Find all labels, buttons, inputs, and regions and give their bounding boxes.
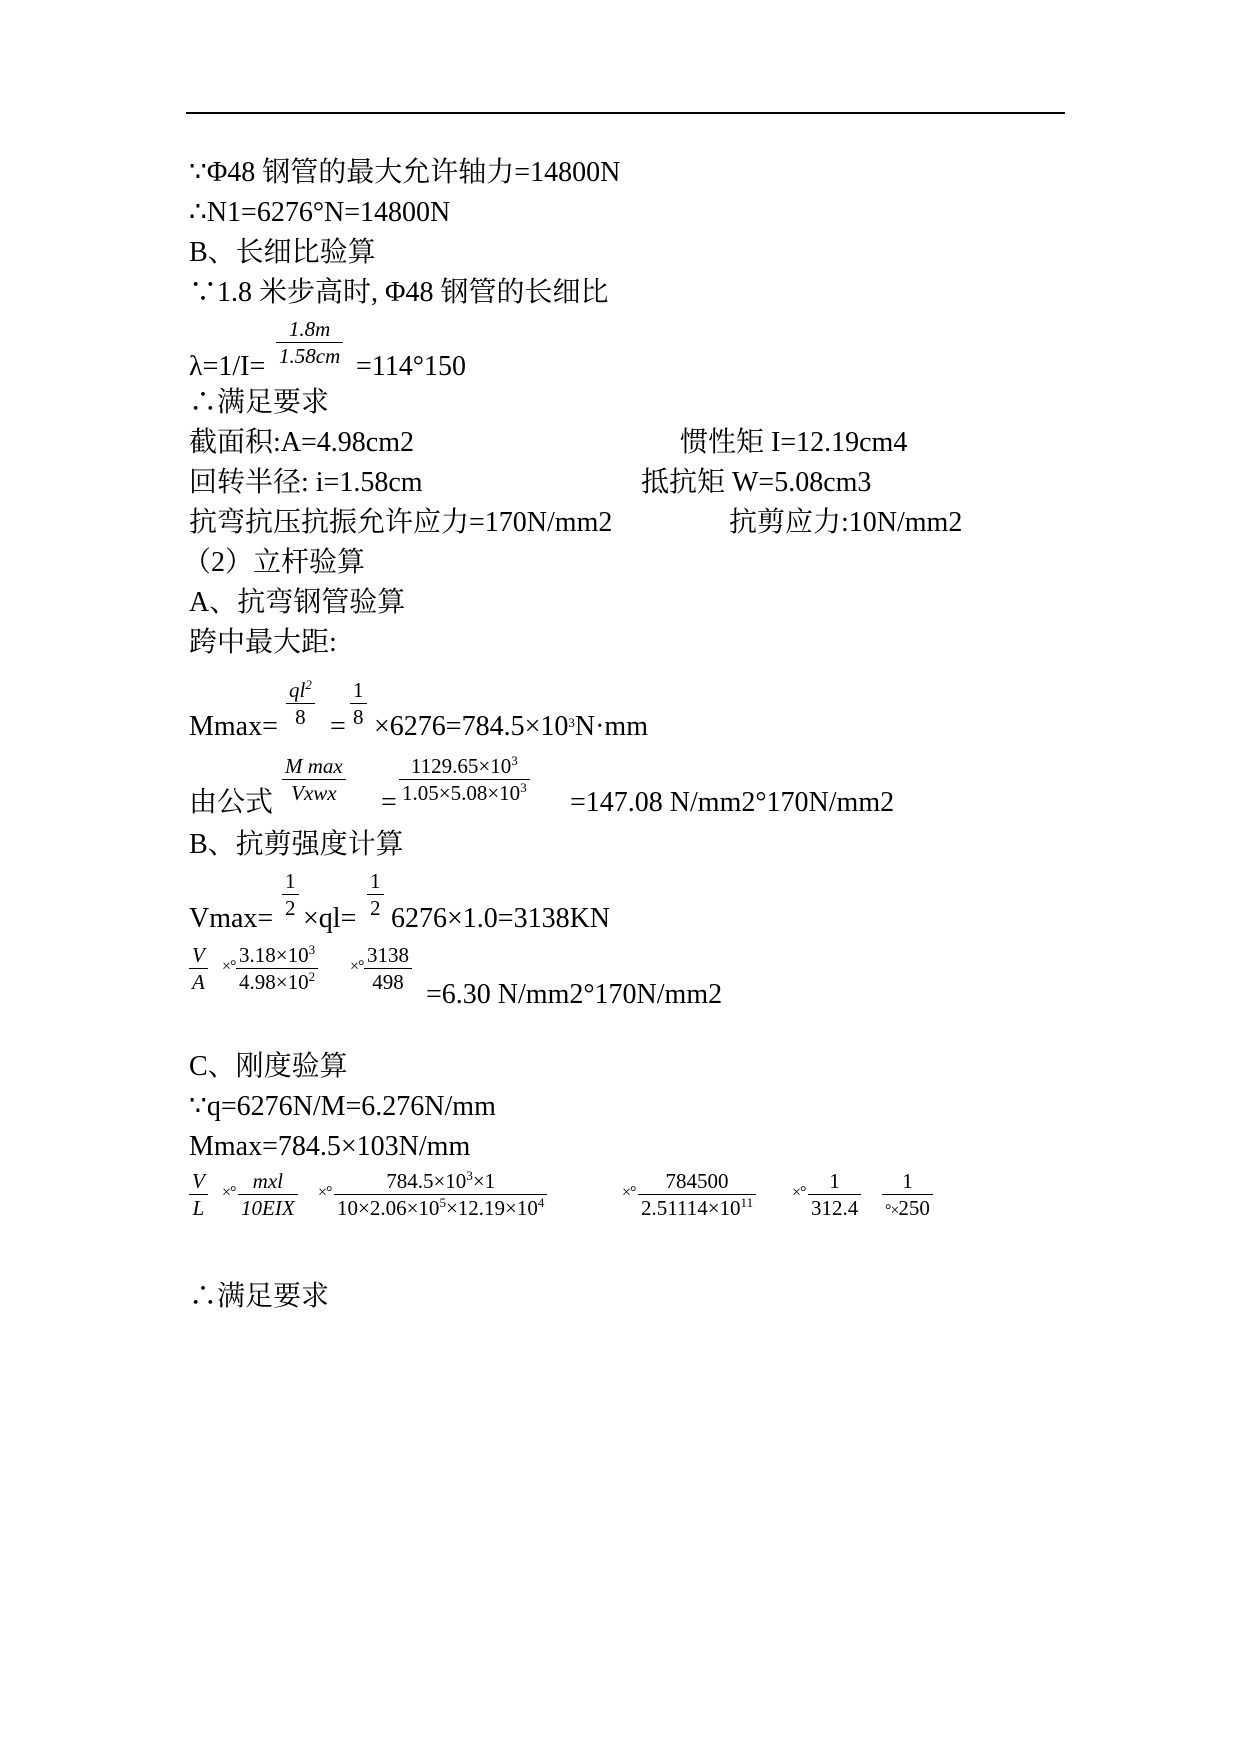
text-line: ∵q=6276N/M=6.276N/mm xyxy=(189,1091,496,1122)
fraction xyxy=(286,677,315,730)
denominator-text: 2.51114×10 xyxy=(641,1196,741,1220)
fraction-denominator xyxy=(882,1195,933,1224)
header-rule xyxy=(186,112,1065,114)
fraction-denominator: Vxwx xyxy=(291,781,337,805)
text-line: ∴满足要求 xyxy=(189,1281,330,1312)
fraction xyxy=(189,1168,208,1221)
math-symbol: °× xyxy=(885,1202,899,1219)
fraction-denominator xyxy=(236,969,318,995)
math-symbol: ×° xyxy=(622,1184,636,1201)
equation-lambda xyxy=(189,350,265,384)
section-heading: （2）立杆验算 xyxy=(183,547,366,578)
numerator-text: ×1 xyxy=(472,1169,496,1193)
fraction-denominator: 1.58cm xyxy=(279,344,341,368)
fraction-numerator xyxy=(334,1168,547,1195)
denominator-text: ×12.19×10 xyxy=(445,1196,538,1220)
superscript: 3 xyxy=(308,942,316,957)
text-line: ∵Φ48 钢管的最大允许轴力=14800N xyxy=(189,157,621,188)
fraction xyxy=(189,942,208,995)
fraction-numerator: 1 xyxy=(367,868,384,895)
fraction xyxy=(364,942,412,995)
math-symbol: ×° xyxy=(222,1184,236,1201)
superscript: 5 xyxy=(439,1195,446,1210)
equals: = xyxy=(330,711,346,742)
section-heading: A、抗弯钢管验算 xyxy=(189,587,406,618)
eq-rhs: 6276×1.0=3138KN xyxy=(391,903,611,934)
section-heading: C、刚度验算 xyxy=(189,1051,348,1082)
fraction-numerator: 1 xyxy=(808,1168,861,1195)
fraction xyxy=(282,868,299,921)
eq-lhs: λ=1/I= xyxy=(189,351,266,382)
text-line: 抗剪应力:10N/mm2 xyxy=(729,507,963,538)
fraction-numerator: 784500 xyxy=(638,1168,756,1195)
fraction xyxy=(282,753,346,806)
fraction xyxy=(238,1168,298,1221)
section-heading: B、抗剪强度计算 xyxy=(189,829,404,860)
eq-rhs: =114°150 xyxy=(356,351,466,382)
fraction-numerator xyxy=(286,677,315,704)
equation-vmax: Vmax= xyxy=(189,903,274,934)
fraction xyxy=(399,753,530,806)
fraction-numerator: mxl xyxy=(238,1168,298,1195)
superscript: 3 xyxy=(520,780,527,795)
fraction-numerator: 3138 xyxy=(364,942,412,969)
fraction xyxy=(334,1168,547,1221)
fraction xyxy=(638,1168,756,1221)
math-symbol: ×° xyxy=(350,958,364,975)
superscript: 3 xyxy=(466,1168,473,1183)
math-symbol: ×° xyxy=(222,958,236,975)
fraction-denominator xyxy=(399,780,530,806)
rhs-text: ×6276=784.5×10 xyxy=(374,711,569,742)
fraction-numerator: 1 xyxy=(282,868,299,895)
superscript: 2 xyxy=(308,969,316,984)
text-line: 跨中最大距: xyxy=(189,627,337,658)
denominator-text: 250 xyxy=(898,1196,930,1220)
fraction xyxy=(882,1168,933,1224)
equation-formula: 由公式 xyxy=(189,787,274,818)
fraction-denominator xyxy=(334,1195,547,1221)
math-symbol: ×° xyxy=(318,1184,332,1201)
fraction-denominator: 312.4 xyxy=(811,1196,859,1220)
fraction-numerator: 1.8m xyxy=(276,316,343,343)
fraction-denominator: A xyxy=(192,970,205,994)
fraction-denominator: 8 xyxy=(295,705,306,729)
section-heading: B、长细比验算 xyxy=(189,237,376,268)
equals: = xyxy=(381,787,397,818)
numerator-text: M max xyxy=(285,754,343,778)
numerator-text: 3.18×10 xyxy=(239,943,309,967)
fraction-numerator xyxy=(399,753,530,780)
superscript: 3 xyxy=(568,715,575,730)
superscript: 2 xyxy=(305,677,312,692)
fraction-denominator xyxy=(638,1195,756,1221)
numerator-text: ql xyxy=(289,678,306,702)
text-line: 惯性矩 I=12.19cm4 xyxy=(680,427,908,458)
text-line: Mmax=784.5×103N/mm xyxy=(189,1131,471,1162)
eq-rhs: =6.30 N/mm2°170N/mm2 xyxy=(426,979,723,1010)
numerator-text: 784.5×10 xyxy=(386,1169,467,1193)
superscript: 3 xyxy=(511,753,518,768)
text-line: 抗弯抗压抗振允许应力=170N/mm2 xyxy=(189,507,613,538)
eq-mid: ×ql= xyxy=(303,903,357,934)
denominator-text: 4.98×10 xyxy=(239,970,309,994)
text-line: 回转半径: i=1.58cm xyxy=(189,467,423,498)
fraction-numerator: 1 xyxy=(350,677,367,704)
fraction xyxy=(350,677,367,730)
fraction xyxy=(808,1168,861,1221)
eq-rhs: =147.08 N/mm2°170N/mm2 xyxy=(570,787,895,818)
text-line: 抵抗矩 W=5.08cm3 xyxy=(641,467,872,498)
fraction-denominator: L xyxy=(192,1196,205,1220)
rhs-unit: N·mm xyxy=(574,711,648,742)
math-symbol: ×° xyxy=(792,1184,806,1201)
fraction-numerator: V xyxy=(189,942,208,969)
fraction-denominator: 2 xyxy=(370,896,381,920)
superscript: 4 xyxy=(537,1195,545,1210)
text-line: ∴满足要求 xyxy=(189,387,330,418)
fraction-denominator: 2 xyxy=(285,896,296,920)
fraction xyxy=(276,316,343,369)
superscript: 11 xyxy=(740,1195,754,1210)
fraction-numerator: V xyxy=(189,1168,208,1195)
numerator-text: 1129.65×10 xyxy=(410,754,512,778)
text-line: ∴N1=6276°N=14800N xyxy=(189,197,451,228)
denominator-text: 1.05×5.08×10 xyxy=(402,781,521,805)
fraction-numerator xyxy=(236,942,318,969)
fraction-numerator xyxy=(282,753,346,780)
fraction xyxy=(236,942,318,995)
text-line: 截面积:A=4.98cm2 xyxy=(189,427,414,458)
fraction-denominator: 8 xyxy=(353,705,364,729)
denominator-text: 10×2.06×10 xyxy=(337,1196,440,1220)
fraction-numerator: 1 xyxy=(882,1168,933,1195)
fraction-denominator: 498 xyxy=(372,970,404,994)
equation-mmax: Mmax= xyxy=(189,711,278,742)
fraction xyxy=(367,868,384,921)
text-line: ∵1.8 米步高时, Φ48 钢管的长细比 xyxy=(189,277,609,308)
fraction-denominator: 10EIX xyxy=(241,1196,295,1220)
eq-rhs xyxy=(374,710,648,744)
